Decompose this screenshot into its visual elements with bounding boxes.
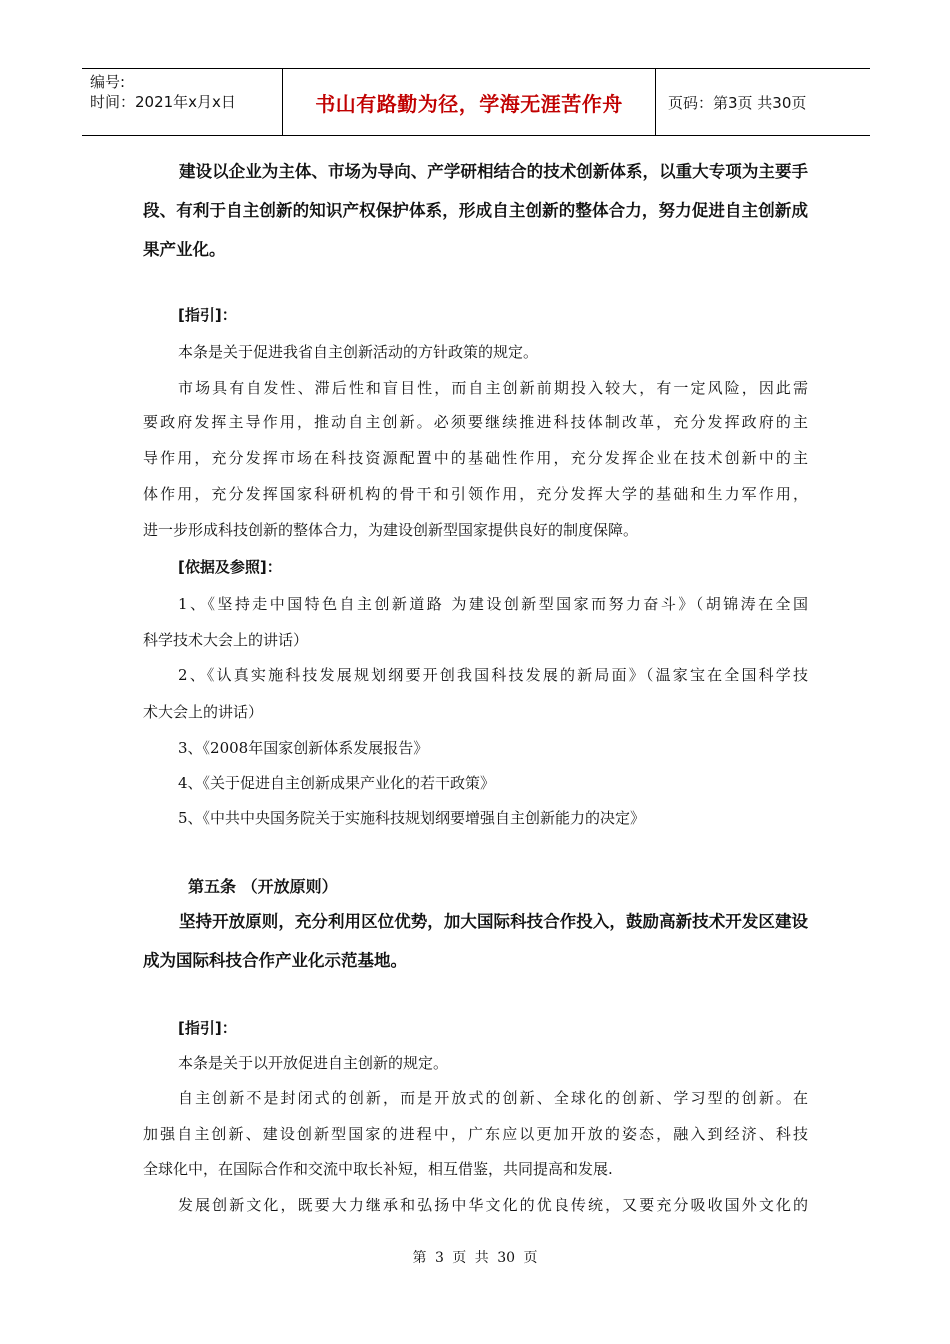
- basis-ref2-line2: 术大会上的讲话）: [143, 703, 264, 721]
- guide2-p2-line1: 自主创新不是封闭式的创新，而是开放式的创新、全球化的创新、学习型的创新。在: [178, 1089, 808, 1107]
- header-left-cell: [82, 69, 282, 135]
- guide2-p2-line3: 全球化中，在国际合作和交流中取长补短，相互借鉴，共同提高和发展.: [143, 1160, 613, 1178]
- article5-title: 第五条 （开放原则）: [188, 877, 338, 896]
- header-motto: 书山有路勤为径，学海无涯苦作舟: [282, 69, 656, 135]
- header-table: [82, 68, 870, 136]
- guide1-line1: 本条是关于促进我省自主创新活动的方针政策的规定。: [178, 343, 539, 361]
- guide1-p2-line3: 导作用，充分发挥市场在科技资源配置中的基础性作用，充分发挥企业在技术创新中的主: [143, 449, 808, 467]
- guide1-p2-line5: 进一步形成科技创新的整体合力，为建设创新型国家提供良好的制度保障。: [143, 521, 639, 539]
- time-label: 时间：2021年x月x日: [90, 93, 236, 111]
- article5-text: 坚持开放原则，充分利用区位优势，加大国际科技合作投入，鼓励高新技术开发区建设成为国际科技合作产业化示范基地。: [143, 912, 808, 970]
- basis-ref5: 5、《中共中央国务院关于实施科技规划纲要增强自主创新能力的决定》: [178, 809, 646, 827]
- guide1-p2-line1: 市场具有自发性、滞后性和盲目性，而自主创新前期投入较大，有一定风险，因此需: [178, 379, 808, 397]
- guide2-line1: 本条是关于以开放促进自主创新的规定。: [178, 1054, 449, 1072]
- guide1-p2-line4: 体作用，充分发挥国家科研机构的骨干和引领作用，充分发挥大学的基础和生力军作用，: [143, 485, 808, 503]
- basis-ref1-line2: 科学技术大会上的讲话）: [143, 631, 309, 649]
- basis-label: [依据及参照]：: [178, 558, 282, 576]
- guide2-p2-line2: 加强自主创新、建设创新型国家的进程中，广东应以更加开放的姿态，融入到经济、科技: [143, 1125, 808, 1143]
- guide2-label: [指引]：: [178, 1019, 237, 1037]
- article4-text: 建设以企业为主体、市场为导向、产学研相结合的技术创新体系，以重大专项为主要手段、有利于自主创新的知识产权保护体系，形成自主创新的整体合力，努力促进自主创新成果产业化。: [143, 162, 808, 259]
- basis-ref4: 4、《关于促进自主创新成果产业化的若干政策》: [178, 774, 496, 792]
- guide1-p2-line2: 要政府发挥主导作用，推动自主创新。必须要继续推进科技体制改革，充分发挥政府的主: [143, 413, 808, 431]
- guide2-p3-line1: 发展创新文化，既要大力继承和弘扬中华文化的优良传统，又要充分吸收国外文化的: [178, 1196, 808, 1214]
- basis-ref3: 3、《2008年国家创新体系发展报告》: [178, 739, 429, 757]
- basis-ref1-line1: 1、《坚持走中国特色自主创新道路 为建设创新型国家而努力奋斗》（胡锦涛在全国: [178, 595, 808, 613]
- guide1-label: [指引]：: [178, 306, 237, 324]
- page-footer: 第 3 页 共 30 页: [412, 1250, 538, 1266]
- number-label: 编号:: [90, 73, 126, 91]
- header-page-label: 页码：第3页 共30页: [668, 93, 807, 112]
- basis-ref2-line1: 2、《认真实施科技发展规划纲要开创我国科技发展的新局面》（温家宝在全国科学技: [178, 666, 808, 684]
